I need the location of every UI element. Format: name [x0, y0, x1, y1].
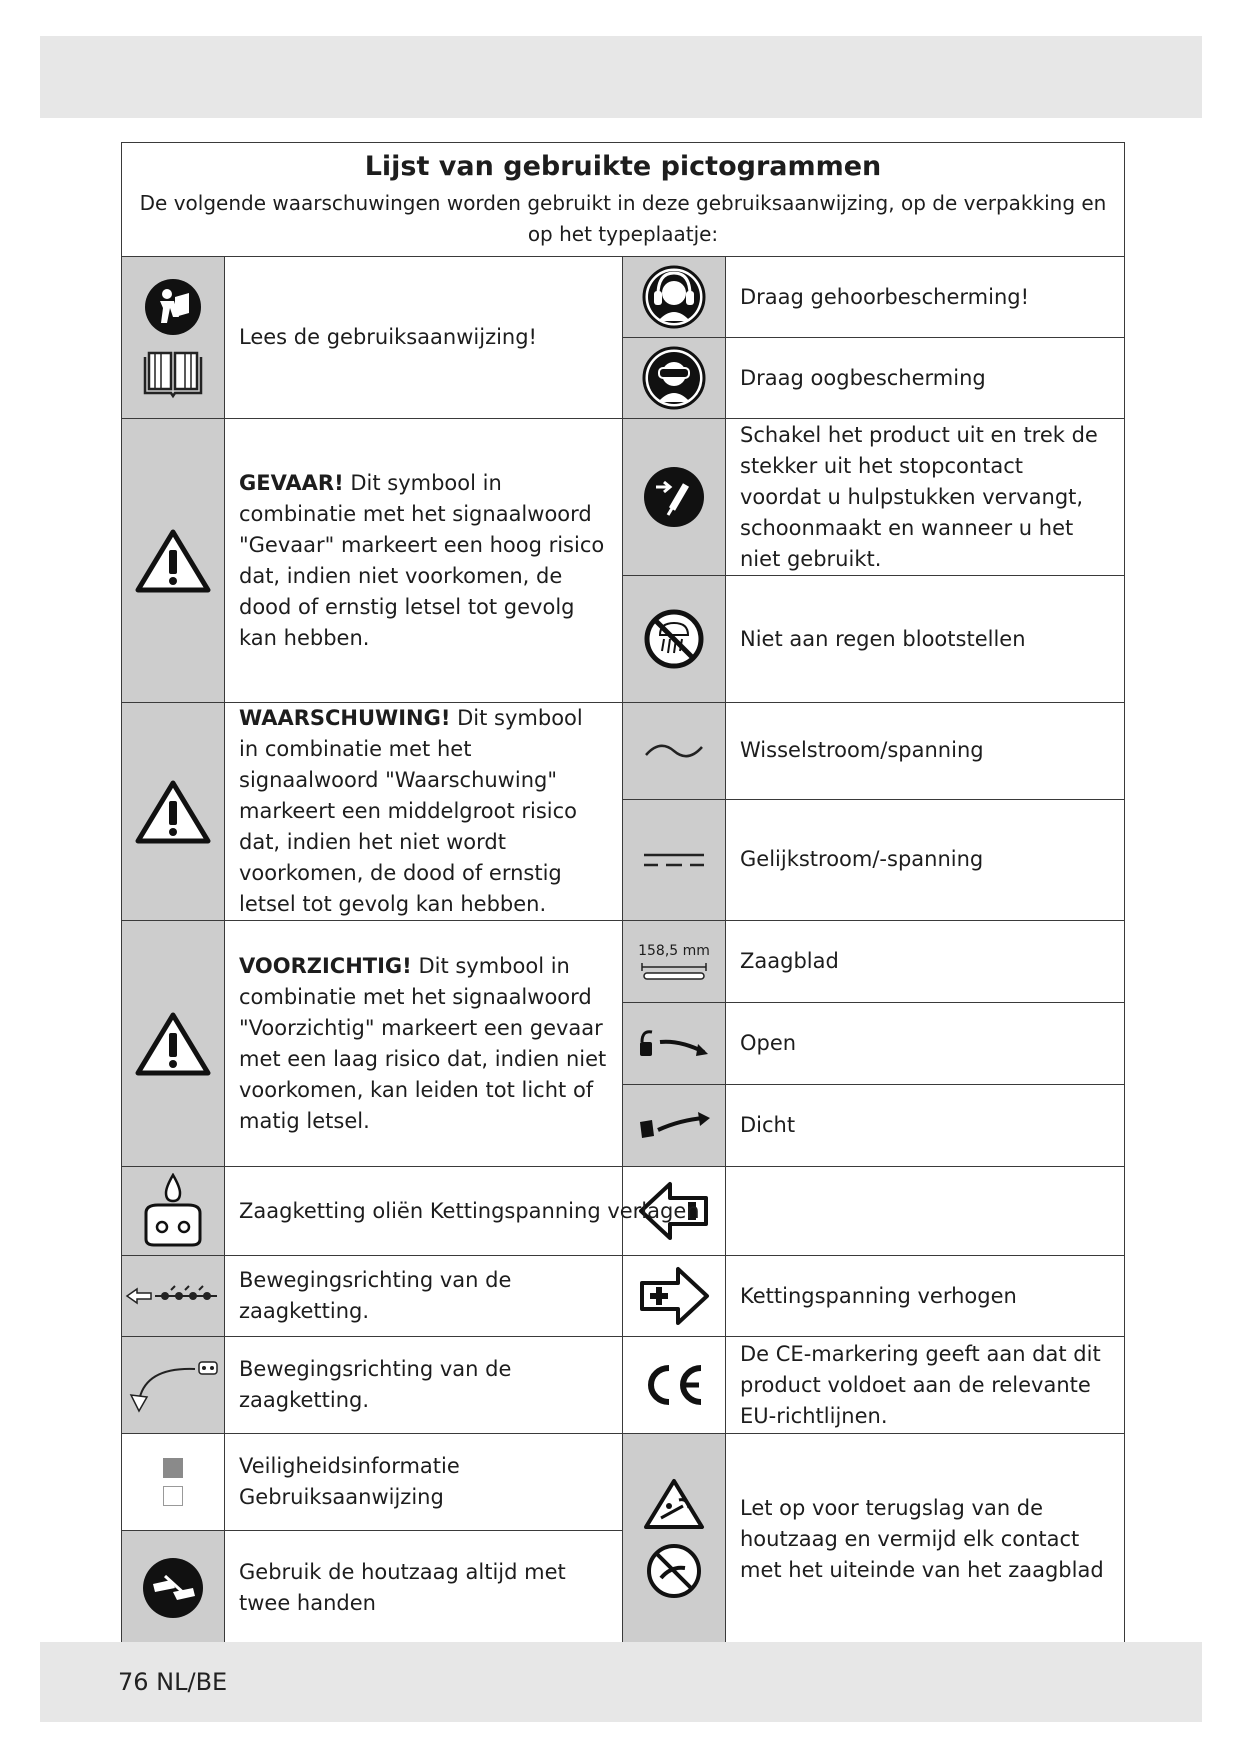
alternating-current-icon — [642, 741, 706, 761]
chain-direction-1-text: Bewegingsrichting van de zaagketting. — [225, 1256, 623, 1337]
oil-chain-icon-cell — [122, 1167, 225, 1256]
warning-signal-word: WAARSCHUWING! — [239, 706, 451, 730]
ce-icon-cell — [623, 1337, 726, 1434]
hearing-protection-icon — [642, 265, 706, 329]
chain-direction-2-text: Bewegingsrichting van de zaagketting. — [225, 1337, 623, 1434]
gray-square-icon — [163, 1458, 183, 1478]
empty-cell — [726, 1167, 1125, 1256]
eyes-icon-cell — [623, 338, 726, 419]
caution-description: Dit symbool in combinatie met het signaalwoord "Voorzichtig" markeert een gevaar met een laag risico dat, indien niet voorkomen, kan leiden tot licht of matig letsel. — [239, 953, 607, 1133]
page-number: 76 NL/BE — [118, 1668, 228, 1696]
direct-current-icon — [642, 850, 706, 870]
chain-direction-2-icon-cell — [122, 1337, 225, 1434]
safety-info-text: Veiligheidsinformatie Gebruiksaanwijzing — [225, 1434, 623, 1531]
rain-icon-cell — [623, 576, 726, 703]
pictogram-table — [121, 142, 1125, 1645]
blade-size-label: 158,5 mm — [638, 942, 710, 959]
closed-lock-icon — [634, 1106, 714, 1146]
tension-up-icon-cell — [623, 1256, 726, 1337]
unplug-icon-cell — [623, 419, 726, 576]
caution-text-cell — [225, 921, 623, 1167]
eyes-text: Draag oogbescherming — [726, 338, 1125, 419]
safety-info-icon-cell — [122, 1434, 225, 1531]
kickback-icon-cell — [623, 1434, 726, 1645]
blade-icon-cell — [623, 921, 726, 1003]
closed-icon-cell — [623, 1085, 726, 1167]
open-lock-icon — [634, 1024, 714, 1064]
read-manual-icon — [143, 277, 203, 337]
warning-triangle-icon — [135, 528, 211, 594]
unplug-text: Schakel het product uit en trek de stekker uit het stopcontact voordat u hulpstukken vervangt, schoonmaakt en wanneer u het niet gebruikt. — [726, 419, 1125, 576]
dc-text: Gelijkstroom/-spanning — [726, 799, 1125, 920]
warning-triangle-icon — [135, 779, 211, 845]
book-icon — [141, 349, 205, 399]
oil-chain-text-cell — [225, 1167, 700, 1256]
unplug-icon — [642, 465, 706, 529]
table-header — [122, 143, 1125, 257]
no-rain-icon — [642, 607, 706, 671]
dc-icon-cell — [623, 799, 726, 920]
ce-mark-icon — [641, 1362, 707, 1408]
two-hands-icon-cell — [122, 1531, 225, 1645]
oil-chain-icon — [138, 1173, 208, 1249]
no-tip-contact-icon — [645, 1542, 703, 1600]
blade-text: Zaagblad — [726, 921, 1125, 1003]
chain-direction-1-icon-cell — [122, 1256, 225, 1337]
kickback-text: Let op voor terugslag van de houtzaag en vermijd elk contact met het uiteinde van het zaagblad — [726, 1434, 1125, 1645]
ac-text: Wisselstroom/spanning — [726, 703, 1125, 800]
tension-up-text: Kettingspanning verhogen — [726, 1256, 1125, 1337]
tension-up-icon — [638, 1265, 710, 1327]
danger-icon-cell — [122, 419, 225, 703]
read-manual-text: Lees de gebruiksaanwijzing! — [225, 257, 623, 419]
caution-signal-word: VOORZICHTIG! — [239, 953, 412, 978]
two-hands-icon — [141, 1556, 205, 1620]
white-square-icon — [163, 1486, 183, 1506]
chain-direction-icon — [125, 1281, 221, 1311]
warning-description: Dit symbool in combinatie met het signaalwoord "Waarschuwing" markeert een middelgroot risico dat, indien het niet wordt voorkomen, de dood of ernstig letsel tot gevolg kan hebben. — [239, 706, 583, 916]
warning-text-cell — [225, 703, 623, 921]
warning-icon-cell — [122, 703, 225, 921]
ce-text: De CE-markering geeft aan dat dit product voldoet aan de relevante EU-richtlijnen. — [726, 1337, 1125, 1434]
oil-chain-text: Zaagketting oliën Kettingspanning verlagen — [239, 1198, 700, 1223]
caution-icon-cell — [122, 921, 225, 1167]
read-manual-icon-cell — [122, 257, 225, 419]
curved-direction-icon — [125, 1357, 221, 1413]
hearing-icon-cell — [623, 257, 726, 338]
eye-protection-icon — [642, 346, 706, 410]
rain-text: Niet aan regen blootstellen — [726, 576, 1125, 703]
top-band — [40, 36, 1202, 118]
closed-text: Dicht — [726, 1085, 1125, 1167]
danger-signal-word: GEVAAR! — [239, 470, 344, 495]
kickback-warning-icon — [643, 1478, 705, 1530]
table-intro: De volgende waarschuwingen worden gebruikt in deze gebruiksaanwijzing, op de verpakking en op het typeplaatje: — [139, 191, 1107, 246]
two-hands-text: Gebruik de houtzaag altijd met twee handen — [225, 1531, 623, 1645]
warning-triangle-icon — [135, 1011, 211, 1077]
ac-icon-cell — [623, 703, 726, 800]
danger-text-cell — [225, 419, 623, 703]
danger-description: Dit symbool in combinatie met het signaalwoord "Gevaar" markeert een hoog risico dat, indien niet voorkomen, de dood of ernstig letsel tot gevolg kan hebben. — [239, 470, 605, 650]
table-title: Lijst van gebruikte pictogrammen — [364, 151, 882, 182]
saw-blade-icon — [640, 961, 708, 981]
open-icon-cell — [623, 1003, 726, 1085]
hearing-text: Draag gehoorbescherming! — [726, 257, 1125, 338]
open-text: Open — [726, 1003, 1125, 1085]
